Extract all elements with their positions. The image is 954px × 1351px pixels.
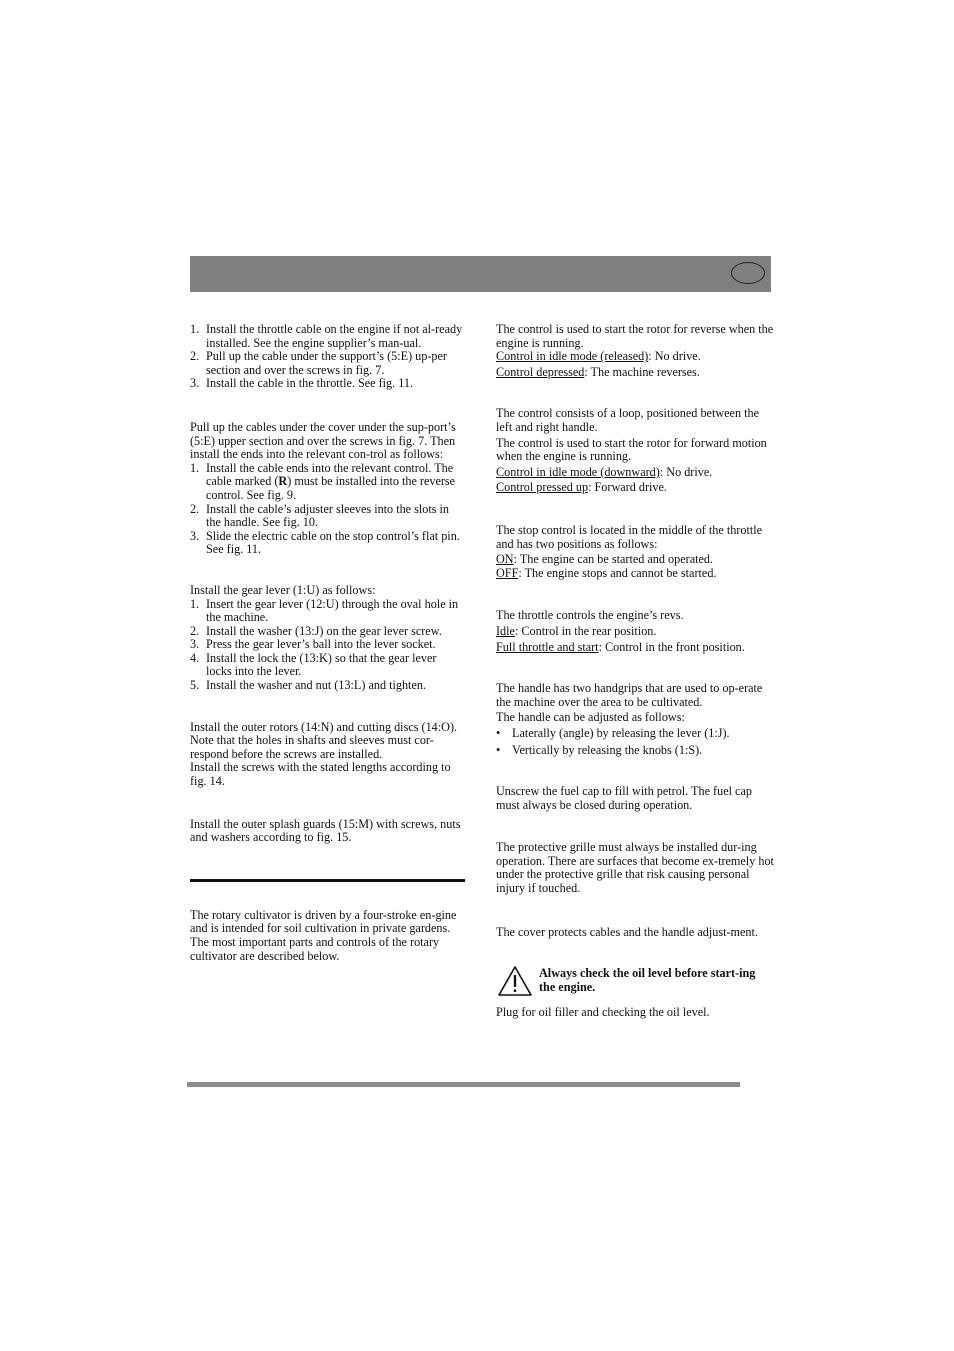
reverse-idle: Control in idle mode (released): No drive. bbox=[496, 349, 701, 364]
list-item: • Vertically by releasing the knobs (1:S). bbox=[496, 743, 703, 758]
cables-steps bbox=[190, 462, 465, 557]
list-item: 3. Slide the electric cable on the stop control’s flat pin. See fig. 11. bbox=[190, 528, 460, 557]
forward-idle: Control in idle mode (downward): No drive. bbox=[496, 464, 713, 479]
cover-text: The cover protects cables and the handle adjust-ment. bbox=[496, 924, 758, 939]
reverse-text: The control is used to start the rotor for reverse when the engine is running. bbox=[496, 322, 774, 350]
throttle-idle: Idle: Control in the rear position. bbox=[496, 623, 657, 638]
stop-off: OFF: The engine stops and cannot be started. bbox=[496, 565, 717, 580]
gear-intro: Install the gear lever (1:U) as follows: bbox=[190, 582, 376, 597]
cables-intro: Pull up the cables under the cover under the sup-port’s (5:E) upper section and over the screws in fig. 7. Then install the ends into the relevant con-trol as follows: bbox=[190, 419, 456, 462]
stop-text: The stop control is located in the middle of the throttle and has two positions as follows: bbox=[496, 522, 763, 551]
list-item: 3. Press the gear lever’s ball into the lever socket. bbox=[190, 637, 436, 652]
oil-warning-text: Always check the oil level before start-ing the engine. bbox=[539, 966, 756, 994]
footer-bar bbox=[187, 1082, 740, 1087]
throttle-text: The throttle controls the engine’s revs. bbox=[496, 608, 684, 623]
forward-text-1: The control consists of a loop, positioned between the left and right handle. bbox=[496, 406, 759, 434]
right-column bbox=[496, 323, 774, 1020]
handle-bullets bbox=[496, 727, 774, 758]
rotors-text-2: Note that the holes in shafts and sleeves must cor-respond before the screws are installed. bbox=[190, 733, 434, 761]
list-item: 2. Install the washer (13:J) on the gear lever screw. bbox=[190, 623, 442, 638]
grille-text: The protective grille must always be installed dur-ing operation. There are surfaces that become ex-tremely hot under the protective grille that risk causing personal injury if touched. bbox=[496, 840, 774, 896]
list-item: 2. Install the cable’s adjuster sleeves into the slots in the handle. See fig. 10. bbox=[190, 501, 450, 530]
list-item: 1. Install the throttle cable on the engine if not al-ready installed. See the engine supplier’s man-ual. bbox=[190, 322, 463, 350]
stop-on: ON: The engine can be started and operated. bbox=[496, 552, 714, 567]
splash-guards-text: Install the outer splash guards (15:M) with screws, nuts and washers according to fig. 15. bbox=[190, 816, 461, 845]
rotors-text-1: Install the outer rotors (14:N) and cutting discs (14:O). bbox=[190, 719, 458, 734]
list-item: 1. Install the cable ends into the relevant control. The cable marked (R) must be installed into the reverse control. See fig. 9. bbox=[190, 460, 456, 502]
reverse-depressed: Control depressed: The machine reverses. bbox=[496, 364, 700, 379]
list-item: 5. Install the washer and nut (13:L) and tighten. bbox=[190, 678, 426, 693]
fuel-text: Unscrew the fuel cap to fill with petrol. The fuel cap must always be closed during operation. bbox=[496, 784, 752, 812]
gear-steps bbox=[190, 598, 465, 693]
oil-warning bbox=[496, 967, 774, 1001]
left-column bbox=[190, 323, 465, 963]
handle-text-2: The handle can be adjusted as follows: bbox=[496, 710, 685, 725]
list-item: 4. Install the lock the (13:K) so that the gear lever locks into the lever. bbox=[190, 650, 437, 679]
list-item: 2. Pull up the cable under the support’s (5:E) up-per section and over the screws in fig. 7. bbox=[190, 349, 447, 377]
description-text: The rotary cultivator is driven by a four-stroke en-gine and is intended for soil cultivation in private gardens. The most important parts and controls of the rotary cultivator are described below. bbox=[190, 907, 457, 963]
forward-pressed: Control pressed up: Forward drive. bbox=[496, 480, 667, 495]
forward-text-2: The control is used to start the rotor for forward motion when the engine is running. bbox=[496, 435, 767, 464]
warning-triangle-icon bbox=[497, 965, 533, 997]
list-item: 3. Install the cable in the throttle. See fig. 11. bbox=[190, 376, 414, 391]
list-item: 1. Insert the gear lever (12:U) through the oval hole in the machine. bbox=[190, 596, 459, 625]
list-item: • Laterally (angle) by releasing the lever (1:J). bbox=[496, 725, 730, 740]
oil-plug-text: Plug for oil filler and checking the oil level. bbox=[496, 1005, 710, 1020]
throttle-cable-steps bbox=[190, 323, 465, 391]
header-bar bbox=[190, 256, 771, 292]
rotors-text-3: Install the screws with the stated lengths according to fig. 14. bbox=[190, 760, 451, 789]
language-badge-oval bbox=[731, 262, 765, 284]
handle-text-1: The handle has two handgrips that are used to op-erate the machine over the area to be cultivated. bbox=[496, 681, 763, 709]
throttle-full: Full throttle and start: Control in the front position. bbox=[496, 639, 745, 654]
